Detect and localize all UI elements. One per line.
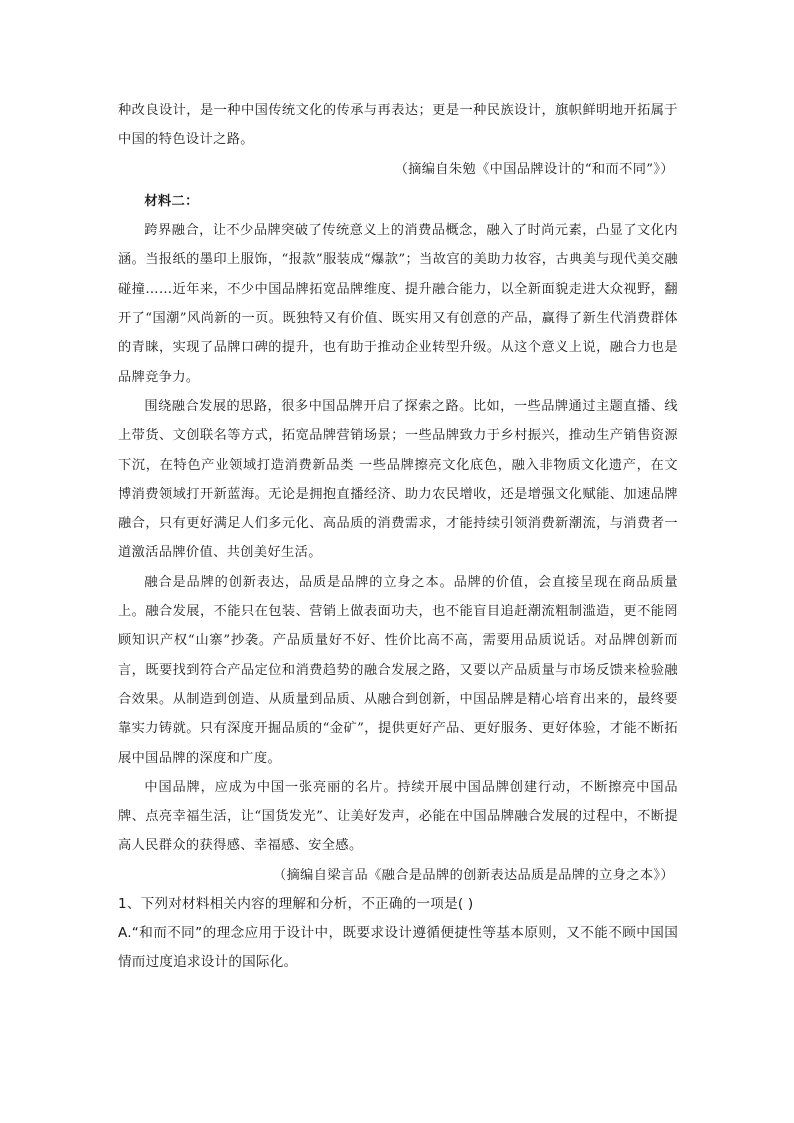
material2-paragraph-2: 围绕融合发展的思路，很多中国品牌开启了探索之路。比如，一些品牌通过主题直播、线上带货、文创联名等方式，拓宽品牌营销场景；一些品牌致力于乡村振兴，推动生产销售资源下沉，在特色产业领域打造消费新品类 一些品牌擦亮文化底色，融入非物质文化遗产，在文博消费领域打开新蓝海。无论是拥抱直播经济、助力农民增收，还是增强文化赋能、加速品牌融合，只有更好满足人们多元化、高品质的消费需求，才能持续引领消费新潮流，与消费者一道激活品牌价值、共创美好生活。	[118, 398, 678, 561]
document-page	[118, 96, 678, 977]
question-1: 1、下列对材料相关内容的理解和分析，不正确的一项是( )	[118, 896, 474, 913]
material1-tail-paragraph: 种改良设计，是一种中国传统文化的传承与再表达；更是一种民族设计，旗帜鲜明地开拓属于中国的特色设计之路。	[118, 103, 678, 148]
material2-paragraph-1: 跨界融合，让不少品牌突破了传统意义上的消费品概念，融入了时尚元素，凸显了文化内涵。当报纸的墨印上服饰，“报款”服装成“爆款”；当故宫的美助力妆容，古典美与现代美交融碰撞……近年来，不少中国品牌拓宽品牌维度、提升融合能力，以全新面貌走进大众视野，翻开了“国潮”风尚新的一页。既独特又有价值、既实用又有创意的产品，赢得了新生代消费群体的青睐，实现了品牌口碑的提升，也有助于推动企业转型升级。从这个意义上说，融合力也是品牌竞争力。	[118, 223, 678, 385]
material2-heading: 材料二：	[144, 193, 199, 209]
material1-source: （摘编自朱勉《中国品牌设计的“和而不同”》）	[394, 161, 674, 177]
question-1-option-a: A.“和而不同”的理念应用于设计中，既要求设计遵循便捷性等基本原则，又不能不顾中国国情而过度追求设计的国际化。	[118, 925, 678, 971]
material2-source: （摘编自梁言品《融合是品牌的创新表达品质是品牌的立身之本》）	[272, 867, 674, 883]
material2-paragraph-3: 融合是品牌的创新表达，品质是品牌的立身之本。品牌的价值，会直接呈现在商品质量上。融合发展，不能只在包装、营销上做表面功夫，也不能盲目追赶潮流粗制滥造，更不能罔顾知识产权“山寨”抄袭。产品质量好不好、性价比高不高，需要用品质说话。对品牌创新而言，既要找到符合产品定位和消费趋势的融合发展之路，又要以产品质量与市场反馈来检验融合效果。从制造到创造、从质量到品质、从融合到创新，中国品牌是精心培育出来的，最终要靠实力铸就。只有深度开掘品质的“金矿”，提供更好产品、更好服务、更好体验，才能不断拓展中国品牌的深度和广度。	[118, 574, 678, 766]
material2-paragraph-4: 中国品牌，应成为中国一张亮丽的名片。持续开展中国品牌创建行动，不断擦亮中国品牌、点亮幸福生活，让“国货发光”、让美好发声，必能在中国品牌融合发展的过程中，不断提高人民群众的获得感、幸福感、安全感。	[118, 779, 678, 854]
